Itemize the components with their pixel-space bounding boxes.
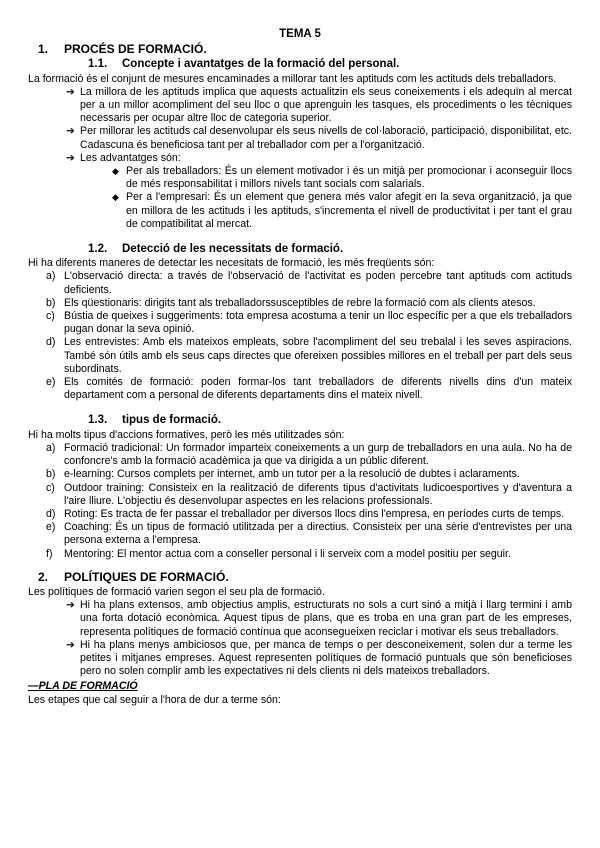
- concept-points: [28, 86, 572, 231]
- list-item: f) Mentoring: El mentor actua com a conseller personal i li serveix com a model positiu per seguir.: [46, 547, 511, 560]
- concept-point: ➔ La millora de les aptituds implica que aquests actualitzin els seus coneixements i els adequïn al mercat per a un millor acompliment del seu lloc o que aprenguin les tasques, els procediments o les tècniques necessaris per ocupar altre lloc de categoria superior.: [66, 85, 572, 125]
- advantages-list: [80, 165, 572, 231]
- types-intro: Hi ha molts tipus d'accions formatives, però les més utilitzades són:: [28, 428, 345, 441]
- policies-points: [28, 599, 572, 678]
- subsection-1-1-number: 1.1.: [88, 58, 108, 71]
- subsection-1-3-title: tipus de formació.: [122, 414, 222, 427]
- policies-intro: Les polítiques de formació varien segon el seu pla de formació.: [28, 585, 325, 598]
- detection-methods-list: [28, 270, 572, 402]
- section-1-title: PROCÉS DE FORMACIÓ.: [64, 42, 207, 57]
- diamond-bullet-icon: ◆: [112, 192, 119, 203]
- detection-intro: Hi ha diferents maneres de detectar les necesitats de formació, les més freqüents són:: [28, 257, 435, 270]
- arrow-icon: ➔: [66, 638, 75, 651]
- training-plan-intro: Les etapes que cal seguir a l'hora de dur a terme són:: [28, 693, 281, 706]
- section-2-heading: [38, 571, 572, 584]
- list-item: e) Coaching: És un tipus de formació utilitzada per a directius. Consisteix per una sèrie d'entrevistes per una persona externa a l'empresa.: [46, 521, 572, 547]
- list-item: e) Els comités de formació: poden formar-los tant treballadors de diferents nivells dins d'un mateix departament com a personal de diferents departaments dins el mateix nivell.: [46, 376, 572, 402]
- training-plan-subheading: —PLA DE FORMACIÓ: [28, 680, 138, 693]
- advantage-item: ◆ Per a l'empresari: És un element que genera més valor afegit en la seva organització, ja que en millora de les actituds i les aptituds, s'incrementa el nivell de productivitat i per tant el grau de compatibilitat al mercat.: [112, 191, 572, 230]
- advantage-item: ◆ Per als treballadors: És un element motivador i és un mitjà per promocionar i aconseguir llocs de més responsabilitat i millors nivels tant socials com salarials.: [112, 165, 572, 191]
- list-item: c) Bústia de queixes i suggeriments: tota empresa acostuma a tenir un lloc específic per a que els treballadors pugan donar la seva opinió.: [46, 310, 572, 336]
- document-title: TEMA 5: [279, 28, 321, 40]
- subsection-1-2-number: 1.2.: [88, 243, 108, 256]
- subsection-1-2-heading: [88, 243, 572, 256]
- arrow-icon: ➔: [66, 151, 75, 164]
- list-item: d) Les entrevistes: Amb els mateixos empleats, sobre l'acompliment del seu trebalal i les seves aspiracions. També són útils amb els seus caps directes que ofereixen possibles millores en el treball per part dels seus subordinats.: [46, 336, 572, 375]
- list-item: b) Els qüestionaris: dirigits tant als treballadorssusceptibles de rebre la formació com als clients atesos.: [46, 296, 536, 309]
- arrow-icon: ➔: [66, 85, 75, 98]
- arrow-icon: ➔: [66, 125, 75, 138]
- section-1-number: 1.: [38, 42, 49, 57]
- section-2-title: POLÍTIQUES DE FORMACIÓ.: [64, 569, 229, 584]
- list-item: c) Outdoor training: Consisteix en la realització de diferents tipus d'activitats ludicoesportives y d'aventura a l'aire lliure. L'objectiu és desenvolupar aspectes en les relacions professionals.: [46, 481, 572, 507]
- arrow-icon: ➔: [66, 599, 75, 612]
- policy-point: ➔ Hi ha plans menys ambiciosos que, per manca de temps o per desconeixement, solen dur a terme les petites i mitjanes empreses. Aquest representen polítiques de formació puntuals que són beneficioses pero no solen complir amb les expectatives ni dels clients ni dels mateixos treballadors.: [66, 638, 572, 678]
- formation-definition: La formació és el conjunt de mesures encaminades a millorar tant les aptituds com les actituds dels treballadors.: [28, 72, 557, 85]
- list-item: a) L'observació directa: a través de l'observació de l'activitat es poden percebre tant aptituds com actituds deficients.: [46, 270, 572, 296]
- subsection-1-1-title: Concepte i avantatges de la formació del personal.: [122, 58, 400, 71]
- section-2-number: 2.: [38, 569, 49, 584]
- list-item: a) Formació tradicional: Un formador imparteix coneixements a un gurp de treballadors en una aula. No ha de confoncre's amb la formació acadèmica ja que va dirigida a un públic diferent.: [46, 441, 572, 468]
- policy-point: ➔ Hi ha plans extensos, amb objectius amplis, estructurats no sols a curt sinó a mitjà i llarg termini i amb una forta dotació econòmica. Aquest tipus de plans, que es troba en una gran part de les empreses, representa polítiques de formació contínua que aconsegueixen reciclar i motivar els seus treballadors.: [66, 599, 572, 638]
- subsection-1-2-title: Detecció de les necessitats de formació.: [122, 243, 344, 256]
- subsection-1-3-heading: [88, 414, 572, 427]
- subsection-1-1-heading: [88, 58, 572, 71]
- concept-point: ➔ Per millorar les actituds cal desenvolupar els seus nivells de col·laboració, participació, disponibilitat, etc. Cadascuna és beneficiosa tant per al treballador com per a l'organització.: [66, 125, 572, 151]
- diamond-bullet-icon: ◆: [112, 166, 119, 177]
- formation-types-list: [28, 442, 572, 561]
- section-1-heading: [38, 43, 572, 56]
- list-item: d) Roting: Es tracta de fer passar el treballador per diversos llocs dins l'empresa, en períodes curts de temps.: [46, 507, 565, 520]
- subsection-1-3-number: 1.3.: [88, 414, 108, 427]
- list-item: b) e-learning: Cursos complets per internet, amb un tutor per a la resolució de dubtes i aclaraments.: [46, 468, 520, 481]
- concept-point: ➔ Les advantatges són: ◆ Per als treballadors: És un element motivador i és un mitjà per promocionar i aconseguir llocs de més responsabilitat i millors nivels tant socials com salarials. ◆ Per a l'empresari: És un element que genera més valor afegit en la seva organització, ja que en millora de les actituds i les aptituds, s'incrementa el nivell de productivitat i per tant el grau de compatibilitat al mercat.: [66, 151, 572, 230]
